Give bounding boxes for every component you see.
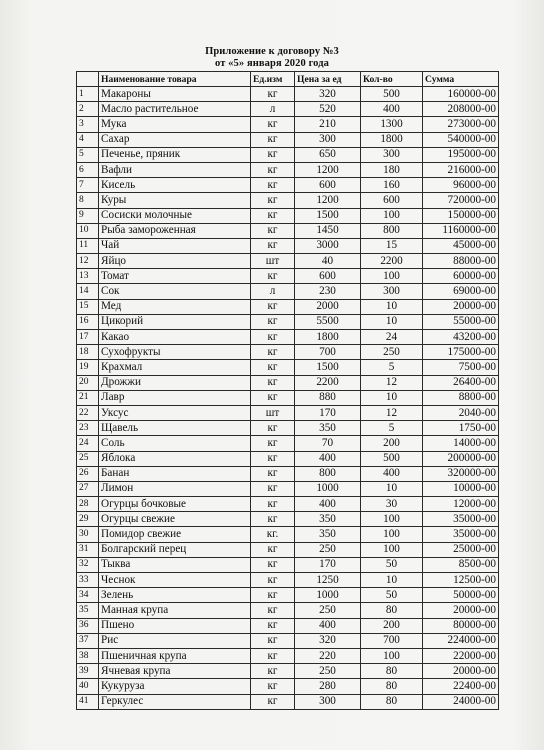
product-name-cell: Сухофрукты <box>99 345 251 360</box>
product-name-cell: Чеснок <box>99 573 251 588</box>
quantity-cell: 80 <box>361 664 423 679</box>
unit-price-cell: 350 <box>295 527 361 542</box>
row-number-cell: 18 <box>77 345 99 360</box>
table-row <box>77 269 499 284</box>
unit-cell: кг <box>251 557 295 572</box>
unit-price-cell: 3000 <box>295 238 361 253</box>
product-name-cell: Щавель <box>99 421 251 436</box>
sum-cell: 2040-00 <box>423 405 499 420</box>
unit-cell: кг <box>251 421 295 436</box>
row-number-cell: 6 <box>77 162 99 177</box>
col-header-price: Цена за ед <box>295 72 361 87</box>
col-header-name: Наименование товара <box>99 72 251 87</box>
table-row <box>77 223 499 238</box>
table-row <box>77 542 499 557</box>
table-row <box>77 436 499 451</box>
unit-price-cell: 2000 <box>295 299 361 314</box>
sum-cell: 160000-00 <box>423 87 499 102</box>
table-row <box>77 466 499 481</box>
product-name-cell: Крахмал <box>99 360 251 375</box>
unit-cell: кг <box>251 193 295 208</box>
table-row <box>77 178 499 193</box>
product-name-cell: Огурцы бочковые <box>99 497 251 512</box>
unit-cell: кг <box>251 497 295 512</box>
quantity-cell: 700 <box>361 633 423 648</box>
unit-cell: кг <box>251 573 295 588</box>
unit-price-cell: 1250 <box>295 573 361 588</box>
product-name-cell: Пшеничная крупа <box>99 648 251 663</box>
quantity-cell: 100 <box>361 208 423 223</box>
quantity-cell: 80 <box>361 679 423 694</box>
table-row <box>77 102 499 117</box>
row-number-cell: 38 <box>77 648 99 663</box>
unit-price-cell: 1500 <box>295 208 361 223</box>
sum-cell: 8500-00 <box>423 557 499 572</box>
row-number-cell: 35 <box>77 603 99 618</box>
sum-cell: 12500-00 <box>423 573 499 588</box>
table-row <box>77 162 499 177</box>
unit-price-cell: 210 <box>295 117 361 132</box>
unit-cell: шт <box>251 405 295 420</box>
sum-cell: 150000-00 <box>423 208 499 223</box>
row-number-cell: 17 <box>77 330 99 345</box>
product-name-cell: Банан <box>99 466 251 481</box>
product-name-cell: Печенье, пряник <box>99 147 251 162</box>
unit-price-cell: 230 <box>295 284 361 299</box>
product-name-cell: Манная крупа <box>99 603 251 618</box>
sum-cell: 43200-00 <box>423 330 499 345</box>
table-row <box>77 588 499 603</box>
table-row <box>77 451 499 466</box>
row-number-cell: 31 <box>77 542 99 557</box>
table-row <box>77 284 499 299</box>
unit-price-cell: 40 <box>295 254 361 269</box>
sum-cell: 88000-00 <box>423 254 499 269</box>
row-number-cell: 9 <box>77 208 99 223</box>
quantity-cell: 100 <box>361 269 423 284</box>
product-name-cell: Цикорий <box>99 314 251 329</box>
unit-cell: кг <box>251 588 295 603</box>
product-name-cell: Сахар <box>99 132 251 147</box>
unit-cell: кг <box>251 117 295 132</box>
product-name-cell: Мед <box>99 299 251 314</box>
unit-cell: кг <box>251 390 295 405</box>
quantity-cell: 24 <box>361 330 423 345</box>
unit-cell: л <box>251 284 295 299</box>
unit-price-cell: 300 <box>295 694 361 709</box>
table-row <box>77 299 499 314</box>
unit-cell: кг <box>251 360 295 375</box>
table-row <box>77 648 499 663</box>
product-name-cell: Соль <box>99 436 251 451</box>
quantity-cell: 50 <box>361 588 423 603</box>
unit-cell: кг <box>251 648 295 663</box>
sum-cell: 60000-00 <box>423 269 499 284</box>
unit-cell: кг <box>251 238 295 253</box>
product-name-cell: Рыба замороженная <box>99 223 251 238</box>
unit-cell: кг <box>251 208 295 223</box>
sum-cell: 7500-00 <box>423 360 499 375</box>
product-name-cell: Мука <box>99 117 251 132</box>
row-number-cell: 20 <box>77 375 99 390</box>
sum-cell: 35000-00 <box>423 512 499 527</box>
unit-price-cell: 70 <box>295 436 361 451</box>
sum-cell: 26400-00 <box>423 375 499 390</box>
table-row <box>77 481 499 496</box>
quantity-cell: 600 <box>361 193 423 208</box>
product-name-cell: Кисель <box>99 178 251 193</box>
unit-price-cell: 650 <box>295 147 361 162</box>
product-name-cell: Лавр <box>99 390 251 405</box>
sum-cell: 208000-00 <box>423 102 499 117</box>
unit-price-cell: 320 <box>295 87 361 102</box>
goods-table <box>76 71 499 710</box>
unit-price-cell: 1000 <box>295 481 361 496</box>
table-row <box>77 390 499 405</box>
table-row <box>77 405 499 420</box>
product-name-cell: Пшено <box>99 618 251 633</box>
quantity-cell: 800 <box>361 223 423 238</box>
quantity-cell: 12 <box>361 405 423 420</box>
product-name-cell: Чай <box>99 238 251 253</box>
product-name-cell: Огурцы свежие <box>99 512 251 527</box>
sum-cell: 12000-00 <box>423 497 499 512</box>
row-number-cell: 8 <box>77 193 99 208</box>
sum-cell: 540000-00 <box>423 132 499 147</box>
row-number-cell: 15 <box>77 299 99 314</box>
row-number-cell: 28 <box>77 497 99 512</box>
quantity-cell: 100 <box>361 542 423 557</box>
unit-cell: кг <box>251 694 295 709</box>
table-row <box>77 512 499 527</box>
product-name-cell: Какао <box>99 330 251 345</box>
unit-price-cell: 1000 <box>295 588 361 603</box>
quantity-cell: 80 <box>361 603 423 618</box>
unit-cell: л <box>251 102 295 117</box>
table-header-row <box>77 72 499 87</box>
col-header-unit: Ед.изм <box>251 72 295 87</box>
sum-cell: 720000-00 <box>423 193 499 208</box>
row-number-cell: 10 <box>77 223 99 238</box>
table-row <box>77 345 499 360</box>
product-name-cell: Лимон <box>99 481 251 496</box>
unit-cell: кг <box>251 603 295 618</box>
quantity-cell: 200 <box>361 436 423 451</box>
row-number-cell: 11 <box>77 238 99 253</box>
row-number-cell: 33 <box>77 573 99 588</box>
sum-cell: 25000-00 <box>423 542 499 557</box>
quantity-cell: 80 <box>361 694 423 709</box>
table-row <box>77 360 499 375</box>
quantity-cell: 400 <box>361 102 423 117</box>
unit-price-cell: 600 <box>295 269 361 284</box>
document-header <box>0 46 544 70</box>
table-row <box>77 87 499 102</box>
product-name-cell: Зелень <box>99 588 251 603</box>
row-number-cell: 16 <box>77 314 99 329</box>
unit-price-cell: 400 <box>295 451 361 466</box>
row-number-cell: 30 <box>77 527 99 542</box>
col-header-sum: Сумма <box>423 72 499 87</box>
unit-price-cell: 300 <box>295 132 361 147</box>
quantity-cell: 10 <box>361 390 423 405</box>
product-name-cell: Куры <box>99 193 251 208</box>
unit-price-cell: 5500 <box>295 314 361 329</box>
unit-cell: кг <box>251 269 295 284</box>
unit-cell: кг <box>251 330 295 345</box>
quantity-cell: 300 <box>361 284 423 299</box>
table-row <box>77 330 499 345</box>
unit-price-cell: 320 <box>295 633 361 648</box>
table-row <box>77 314 499 329</box>
product-name-cell: Яблока <box>99 451 251 466</box>
quantity-cell: 400 <box>361 466 423 481</box>
unit-cell: кг <box>251 178 295 193</box>
unit-price-cell: 250 <box>295 664 361 679</box>
row-number-cell: 1 <box>77 87 99 102</box>
unit-price-cell: 520 <box>295 102 361 117</box>
row-number-cell: 34 <box>77 588 99 603</box>
row-number-cell: 24 <box>77 436 99 451</box>
row-number-cell: 32 <box>77 557 99 572</box>
row-number-cell: 36 <box>77 618 99 633</box>
quantity-cell: 15 <box>361 238 423 253</box>
unit-cell: кг <box>251 345 295 360</box>
product-name-cell: Макароны <box>99 87 251 102</box>
sum-cell: 320000-00 <box>423 466 499 481</box>
sum-cell: 273000-00 <box>423 117 499 132</box>
row-number-cell: 26 <box>77 466 99 481</box>
quantity-cell: 180 <box>361 162 423 177</box>
sum-cell: 69000-00 <box>423 284 499 299</box>
unit-price-cell: 1450 <box>295 223 361 238</box>
quantity-cell: 10 <box>361 299 423 314</box>
row-number-cell: 27 <box>77 481 99 496</box>
sum-cell: 10000-00 <box>423 481 499 496</box>
table-row <box>77 238 499 253</box>
quantity-cell: 200 <box>361 618 423 633</box>
table-row <box>77 694 499 709</box>
unit-price-cell: 350 <box>295 421 361 436</box>
quantity-cell: 12 <box>361 375 423 390</box>
sum-cell: 20000-00 <box>423 299 499 314</box>
table-row <box>77 147 499 162</box>
unit-price-cell: 220 <box>295 648 361 663</box>
unit-price-cell: 280 <box>295 679 361 694</box>
unit-price-cell: 1500 <box>295 360 361 375</box>
sum-cell: 96000-00 <box>423 178 499 193</box>
unit-cell: кг <box>251 147 295 162</box>
unit-cell: кг <box>251 618 295 633</box>
unit-cell: кг <box>251 132 295 147</box>
row-number-cell: 23 <box>77 421 99 436</box>
product-name-cell: Геркулес <box>99 694 251 709</box>
row-number-cell: 14 <box>77 284 99 299</box>
unit-cell: кг <box>251 512 295 527</box>
table-row <box>77 664 499 679</box>
header-date: от «5» января 2020 года <box>214 58 329 69</box>
product-name-cell: Рис <box>99 633 251 648</box>
product-name-cell: Уксус <box>99 405 251 420</box>
row-number-cell: 12 <box>77 254 99 269</box>
unit-cell: кг <box>251 481 295 496</box>
quantity-cell: 5 <box>361 360 423 375</box>
unit-price-cell: 1800 <box>295 330 361 345</box>
unit-cell: кг <box>251 664 295 679</box>
unit-price-cell: 880 <box>295 390 361 405</box>
unit-price-cell: 1200 <box>295 193 361 208</box>
table-row <box>77 633 499 648</box>
quantity-cell: 500 <box>361 451 423 466</box>
unit-price-cell: 1200 <box>295 162 361 177</box>
unit-cell: кг <box>251 375 295 390</box>
col-header-number <box>77 72 99 87</box>
row-number-cell: 4 <box>77 132 99 147</box>
sum-cell: 224000-00 <box>423 633 499 648</box>
sum-cell: 50000-00 <box>423 588 499 603</box>
sum-cell: 35000-00 <box>423 527 499 542</box>
sum-cell: 8800-00 <box>423 390 499 405</box>
unit-price-cell: 700 <box>295 345 361 360</box>
quantity-cell: 100 <box>361 648 423 663</box>
sum-cell: 45000-00 <box>423 238 499 253</box>
row-number-cell: 3 <box>77 117 99 132</box>
row-number-cell: 40 <box>77 679 99 694</box>
table-row <box>77 603 499 618</box>
product-name-cell: Болгарский перец <box>99 542 251 557</box>
sum-cell: 200000-00 <box>423 451 499 466</box>
table-row <box>77 573 499 588</box>
row-number-cell: 29 <box>77 512 99 527</box>
product-name-cell: Тыква <box>99 557 251 572</box>
product-name-cell: Сосиски молочные <box>99 208 251 223</box>
row-number-cell: 21 <box>77 390 99 405</box>
unit-price-cell: 170 <box>295 557 361 572</box>
unit-price-cell: 400 <box>295 618 361 633</box>
sum-cell: 1750-00 <box>423 421 499 436</box>
unit-cell: кг <box>251 314 295 329</box>
quantity-cell: 10 <box>361 314 423 329</box>
quantity-cell: 500 <box>361 87 423 102</box>
sum-cell: 80000-00 <box>423 618 499 633</box>
row-number-cell: 5 <box>77 147 99 162</box>
table-row <box>77 375 499 390</box>
sum-cell: 195000-00 <box>423 147 499 162</box>
row-number-cell: 37 <box>77 633 99 648</box>
quantity-cell: 1300 <box>361 117 423 132</box>
table-row <box>77 117 499 132</box>
unit-cell: шт <box>251 254 295 269</box>
table-row <box>77 421 499 436</box>
unit-cell: кг <box>251 451 295 466</box>
quantity-cell: 30 <box>361 497 423 512</box>
unit-cell: кг <box>251 162 295 177</box>
quantity-cell: 10 <box>361 481 423 496</box>
unit-cell: кг <box>251 542 295 557</box>
table-row <box>77 618 499 633</box>
sum-cell: 20000-00 <box>423 664 499 679</box>
unit-price-cell: 2200 <box>295 375 361 390</box>
sum-cell: 55000-00 <box>423 314 499 329</box>
table-row <box>77 497 499 512</box>
unit-cell: кг <box>251 633 295 648</box>
sum-cell: 22000-00 <box>423 648 499 663</box>
quantity-cell: 300 <box>361 147 423 162</box>
sum-cell: 20000-00 <box>423 603 499 618</box>
unit-price-cell: 600 <box>295 178 361 193</box>
row-number-cell: 41 <box>77 694 99 709</box>
sum-cell: 14000-00 <box>423 436 499 451</box>
product-name-cell: Вафли <box>99 162 251 177</box>
product-name-cell: Томат <box>99 269 251 284</box>
unit-cell: кг. <box>251 527 295 542</box>
unit-cell: кг <box>251 223 295 238</box>
sum-cell: 175000-00 <box>423 345 499 360</box>
row-number-cell: 39 <box>77 664 99 679</box>
unit-cell: кг <box>251 466 295 481</box>
sum-cell: 216000-00 <box>423 162 499 177</box>
quantity-cell: 160 <box>361 178 423 193</box>
unit-price-cell: 400 <box>295 497 361 512</box>
unit-price-cell: 350 <box>295 512 361 527</box>
product-name-cell: Помидор свежие <box>99 527 251 542</box>
unit-price-cell: 250 <box>295 603 361 618</box>
product-name-cell: Масло растительное <box>99 102 251 117</box>
row-number-cell: 19 <box>77 360 99 375</box>
quantity-cell: 5 <box>361 421 423 436</box>
row-number-cell: 2 <box>77 102 99 117</box>
table-row <box>77 193 499 208</box>
product-name-cell: Яйцо <box>99 254 251 269</box>
unit-cell: кг <box>251 436 295 451</box>
product-name-cell: Сок <box>99 284 251 299</box>
unit-cell: кг <box>251 679 295 694</box>
table-row <box>77 132 499 147</box>
quantity-cell: 100 <box>361 512 423 527</box>
product-name-cell: Дрожжи <box>99 375 251 390</box>
product-name-cell: Кукуруза <box>99 679 251 694</box>
quantity-cell: 250 <box>361 345 423 360</box>
row-number-cell: 25 <box>77 451 99 466</box>
unit-cell: кг <box>251 299 295 314</box>
sum-cell: 1160000-00 <box>423 223 499 238</box>
row-number-cell: 7 <box>77 178 99 193</box>
quantity-cell: 100 <box>361 527 423 542</box>
product-name-cell: Ячневая крупа <box>99 664 251 679</box>
quantity-cell: 1800 <box>361 132 423 147</box>
table-row <box>77 679 499 694</box>
row-number-cell: 22 <box>77 405 99 420</box>
header-title: Приложение к договору №3 <box>205 46 339 57</box>
unit-price-cell: 170 <box>295 405 361 420</box>
quantity-cell: 2200 <box>361 254 423 269</box>
unit-price-cell: 800 <box>295 466 361 481</box>
table-row <box>77 208 499 223</box>
sum-cell: 22400-00 <box>423 679 499 694</box>
table-row <box>77 254 499 269</box>
quantity-cell: 50 <box>361 557 423 572</box>
unit-price-cell: 250 <box>295 542 361 557</box>
table-row <box>77 527 499 542</box>
quantity-cell: 10 <box>361 573 423 588</box>
sum-cell: 24000-00 <box>423 694 499 709</box>
unit-cell: кг <box>251 87 295 102</box>
table-row <box>77 557 499 572</box>
col-header-quantity: Кол-во <box>361 72 423 87</box>
row-number-cell: 13 <box>77 269 99 284</box>
